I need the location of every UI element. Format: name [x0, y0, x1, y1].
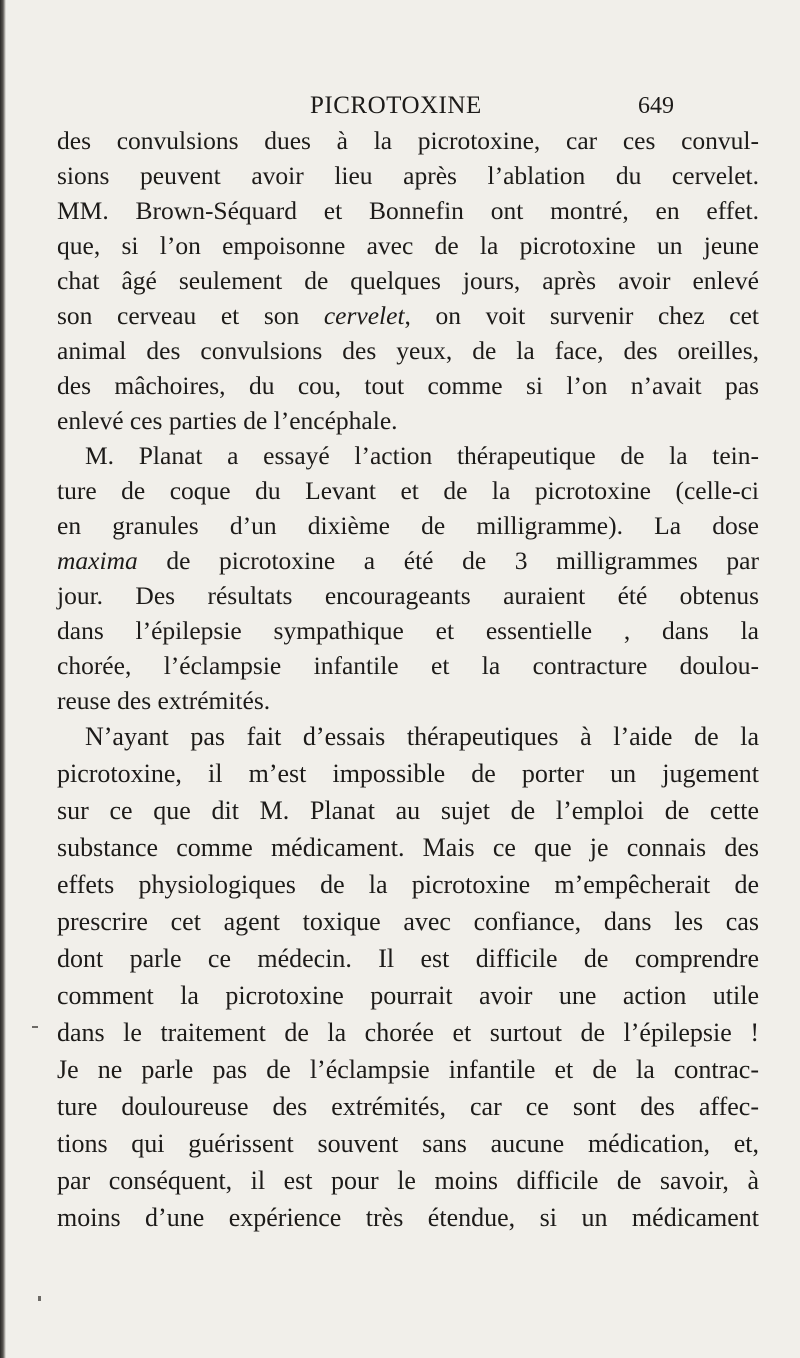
text-line: des convulsions dues à la picrotoxine, car ces convul-	[57, 126, 759, 155]
text-line: sur ce que dit M. Planat au sujet de l’emploi de cette	[57, 796, 759, 825]
text-line: chat âgé seulement de quelques jours, après avoir enlevé	[57, 266, 759, 295]
text-line: reuse des extrémités.	[57, 686, 271, 715]
text-line: en granules d’un dixième de milligramme). La dose	[57, 511, 759, 540]
text-line: par conséquent, il est pour le moins difficile de savoir, à	[57, 1166, 759, 1195]
text-run: de picrotoxine a été de 3 milligrammes par	[137, 546, 759, 575]
text-line: que, si l’on empoisonne avec de la picrotoxine un jeune	[57, 231, 759, 260]
text-line: moins d’une expérience très étendue, si un médicament	[57, 1203, 759, 1232]
text-line: ture de coque du Levant et de la picrotoxine (celle-ci	[57, 476, 759, 505]
text-line: MM. Brown-Séquard et Bonnefin ont montré, en effet.	[57, 196, 759, 225]
text-line: sions peuvent avoir lieu après l’ablation du cervelet.	[57, 161, 759, 190]
text-run: , on voit survenir chez cet	[404, 301, 760, 330]
text-line: chorée, l’éclampsie infantile et la contracture doulou-	[57, 651, 759, 680]
italic-term: cervelet	[323, 301, 405, 330]
body-text	[57, 123, 759, 1236]
text-line: enlevé ces parties de l’encéphale.	[57, 406, 398, 435]
text-line: tions qui guérissent souvent sans aucune médication, et,	[57, 1129, 759, 1158]
paragraph-3	[57, 718, 759, 1236]
italic-term: maxima	[57, 546, 138, 575]
text-line	[57, 298, 759, 333]
margin-mark	[32, 1026, 38, 1028]
text-line: comment la picrotoxine pourrait avoir une action utile	[57, 981, 759, 1010]
page-number: 649	[638, 93, 674, 119]
paragraph-1	[57, 123, 759, 438]
text-line: ture douloureuse des extrémités, car ce sont des affec-	[57, 1092, 759, 1121]
text-line: des mâchoires, du cou, tout comme si l’on n’avait pas	[57, 371, 759, 400]
running-head	[0, 86, 800, 126]
text-line: dans l’épilepsie sympathique et essentielle , dans la	[57, 616, 759, 645]
text-line: picrotoxine, il m’est impossible de porter un jugement	[57, 759, 759, 788]
running-head-title: PICROTOXINE	[310, 92, 482, 119]
text-line: M. Planat a essayé l’action thérapeutique de la tein-	[85, 441, 759, 470]
text-line: effets physiologiques de la picrotoxine m’empêcherait de	[57, 870, 759, 899]
page-binding-edge	[0, 0, 6, 1358]
text-run: son cerveau et son	[57, 301, 324, 330]
text-line: jour. Des résultats encourageants auraient été obtenus	[57, 581, 759, 610]
text-line: animal des convulsions des yeux, de la face, des oreilles,	[57, 336, 759, 365]
text-line: N’ayant pas fait d’essais thérapeutiques à l’aide de la	[85, 722, 759, 751]
paper-speck	[38, 1296, 41, 1301]
text-line: prescrire cet agent toxique avec confiance, dans les cas	[57, 907, 759, 936]
text-line: Je ne parle pas de l’éclampsie infantile et de la contrac-	[57, 1055, 759, 1084]
text-line: substance comme médicament. Mais ce que je connais des	[57, 833, 759, 862]
text-line: dont parle ce médecin. Il est difficile de comprendre	[57, 944, 759, 973]
text-line: dans le traitement de la chorée et surtout de l’épilepsie !	[57, 1018, 759, 1047]
paragraph-2	[57, 438, 759, 718]
text-line	[57, 543, 759, 578]
